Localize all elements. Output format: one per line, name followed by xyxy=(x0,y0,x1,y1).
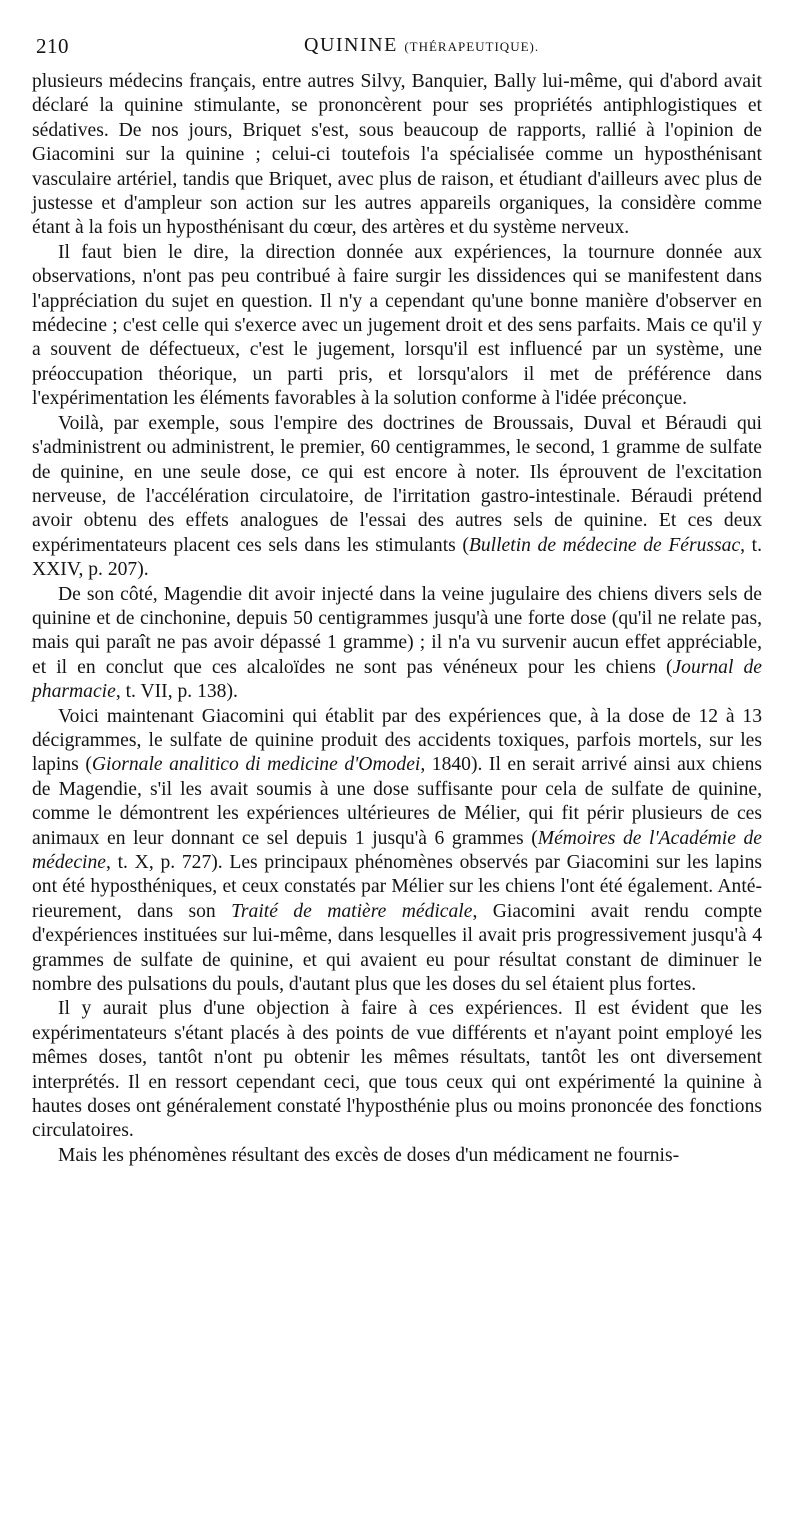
text-segment: Il y aurait plus d'une objection à faire à ces expériences. Il est évident que les expérimentateurs s'étant placés à des points de vue différents et n'ayant point employé les mêmes doses, tantôt n'ont pu obtenir les mêmes résultats, tantôt les ont diversement interprétés. Il en ressort cependant ceci, que tous ceux qui ont expérimenté la quinine à hautes doses ont généralement constaté l'hyposthénie plus ou moins prononcée des fonctions circulatoires. xyxy=(32,998,762,1142)
running-title-subtitle: (THÉRAPEUTIQUE). xyxy=(404,39,540,54)
text-segment: plusieurs médecins français, entre autres Silvy, Banquier, Bally lui-même, qui d'abord avait déclaré la quinine stimulante, se prononcèrent pour ses propriétés antiphlogistiques et sédatives. De nos jours, Briquet s'est, sous beaucoup de rapports, rallié à l'opinion de Giacomini sur la quinine ; celui-ci toutefois l'a spécialisée comme un hyposthénisant vasculaire artériel, tandis que Briquet, avec plus de raison, et étudiant d'ailleurs avec plus de justesse et d'ampleur son action sur les autres appareils organiques, la considère comme étant à la fois un hyposthénisant du cœur, des artères et du système nerveux. xyxy=(32,71,762,239)
paragraph xyxy=(32,1144,762,1168)
text-segment: De son côté, Magendie dit avoir injecté dans la veine jugulaire des chiens divers sels de quinine et de cinchonine, depuis 50 centigrammes jusqu'à une forte dose (qu'il ne relate pas, mais qui paraît ne pas avoir dépassé 1 gramme) ; il n'a vu survenir aucun effet appréciable, et il en conclut que ces alcaloïdes ne sont pas vénéneux pour les chiens ( xyxy=(32,583,762,678)
text-segment: , t. X, p. 727). Les principaux phénomènes observés par Giacomini sur les lapins ont été hyposthéniques, et ceux constatés par Mélier sur les chiens l'ont été également. Antérieurement, dans son xyxy=(32,852,762,922)
text-segment: Mais les phénomènes résultant des excès de doses d'un médicament ne fournis- xyxy=(58,1144,680,1166)
paragraph xyxy=(32,997,762,1143)
text-segment: , Giacomini avait rendu compte d'expériences instituées sur lui-même, dans lesquelles il avait pris progressivement jusqu'à 4 grammes de sulfate de quinine, et qui avaient eu pour résultat constant de diminuer le nombre des pulsations du pouls, d'autant plus que les doses du sel étaient plus fortes. xyxy=(32,900,763,996)
text-segment: , t. XXIV, p. 207). xyxy=(32,534,763,581)
running-title xyxy=(304,34,539,57)
citation-title: Mémoires de l'Académie de médecine xyxy=(32,827,762,873)
text-segment: Il faut bien le dire, la direction donnée aux expériences, la tournure donnée aux observations, n'ont pas peu contribué à faire surgir les dissidences qui se manifestent dans l'appréciation du sujet en question. Il n'y a cependant qu'une bonne manière d'observer en médecine ; c'est celle qui s'exerce avec un jugement droit et des sens parfaits. Mais ce qu'il y a souvent de défectueux, c'est le jugement, lorsqu'il est influencé par un système, une préoccupation théorique, un parti pris, et lorsqu'alors il met de préférence dans l'expérimentation les éléments favorables à la solution conforme à l'idée préconçue. xyxy=(32,241,762,410)
citation-title: Giornale analitico di medicine d'Omodei xyxy=(91,754,421,776)
paragraph xyxy=(32,412,762,583)
paragraph xyxy=(32,241,762,412)
text-segment: , t. VII, p. 138). xyxy=(115,681,238,703)
citation-title: Traité de matière médicale xyxy=(231,900,473,922)
paragraph xyxy=(32,705,762,998)
paragraph xyxy=(32,583,762,705)
citation-title: Journal de pharmacie xyxy=(32,656,762,703)
body-text xyxy=(32,70,762,1168)
text-segment: , 1840). Il en serait arrivé ainsi aux chiens de Magendie, s'il les avait soumis à une dose suffisante pour cela de sulfate de quinine, comme le démontrent les expériences ultérieures de Mélier, qui fit périr plusieurs de ces animaux en leur donnant ce sel depuis 1 jusqu'à 6 grammes ( xyxy=(32,754,762,849)
page-number: 210 xyxy=(36,34,69,58)
paragraph xyxy=(32,70,762,241)
citation-title: Bulletin de médecine de Férussac xyxy=(468,534,741,556)
text-segment: Voilà, par exemple, sous l'empire des doctrines de Broussais, Duval et Béraudi qui s'administrent ou administrent, le premier, 60 centigrammes, le second, 1 gramme de sulfate de quinine, en une seule dose, ce qui est encore à noter. Ils éprouvent de l'excitation nerveuse, de l'accélération circulatoire, de l'irritation gastro-intestinale. Béraudi prétend avoir obtenu des effets analogues de l'essai des autres sels de quinine. Et ces deux expérimentateurs placent ces sels dans les stimulants ( xyxy=(32,412,762,556)
text-segment: Voici maintenant Giacomini qui établit par des expériences que, à la dose de 12 à 13 décigrammes, le sulfate de quinine produit des accidents toxiques, parfois mortels, sur les lapins ( xyxy=(32,705,762,776)
running-title-main: QUININE xyxy=(304,34,398,56)
running-header xyxy=(32,28,762,68)
